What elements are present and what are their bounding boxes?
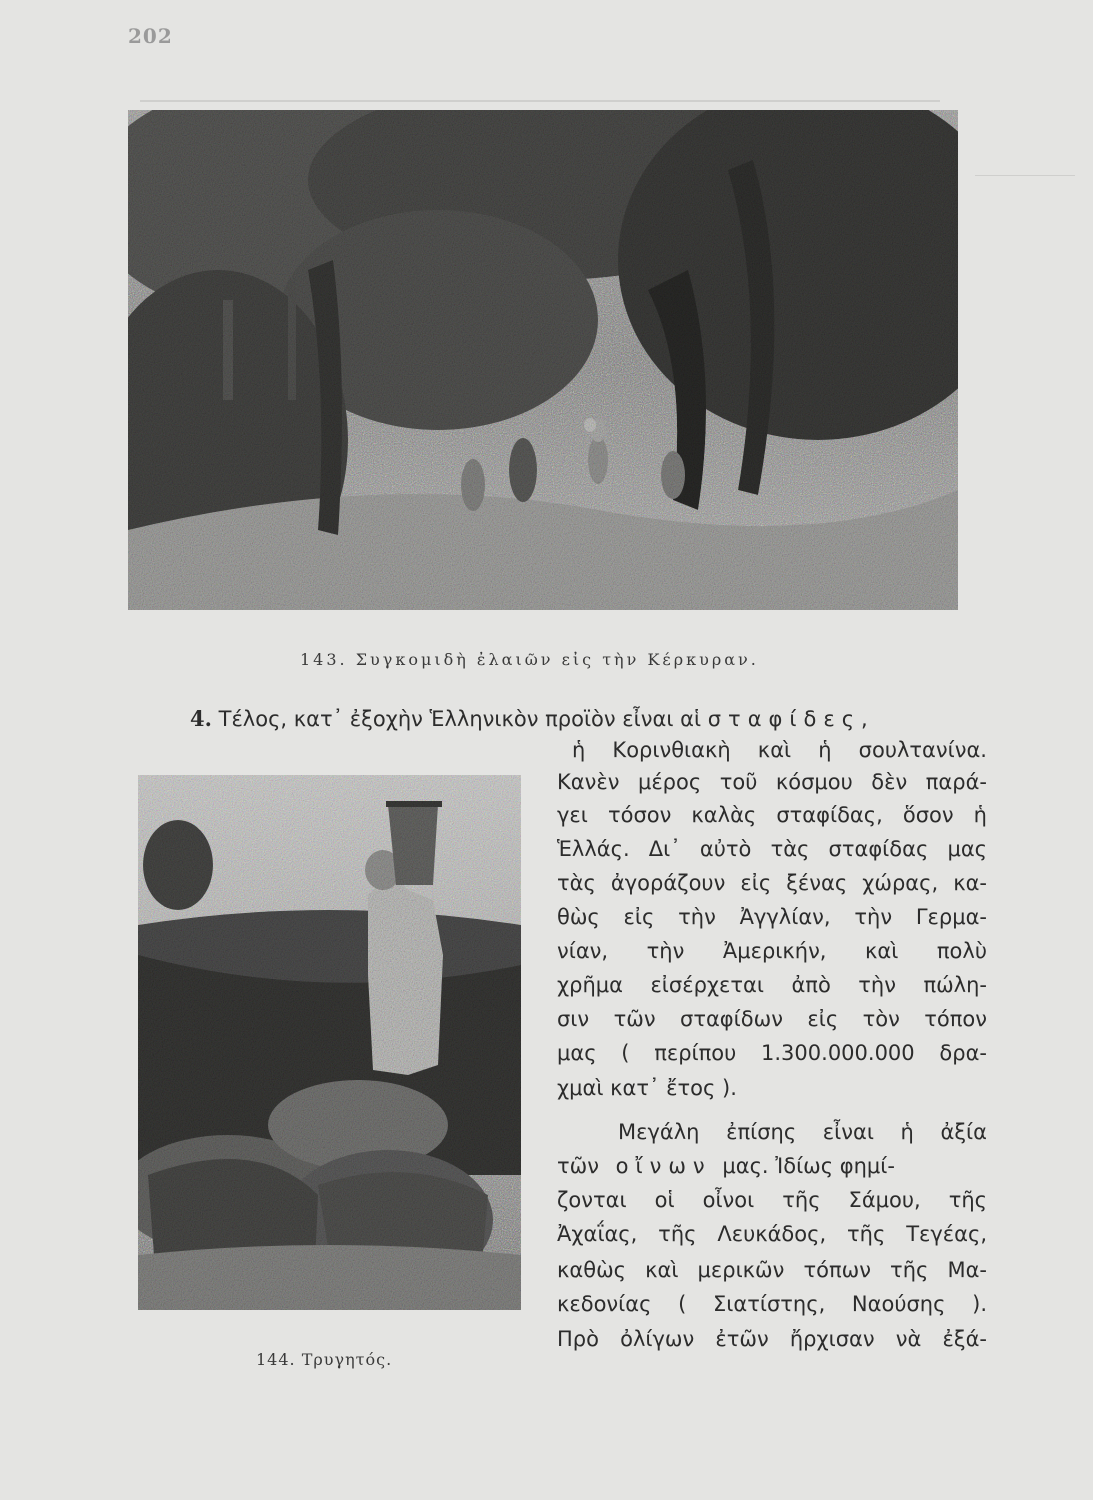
text-line-content: Τέλος, κατ᾽ ἐξοχὴν Ἑλληνικὸν προϊὸν εἶναι αἱ (218, 707, 702, 731)
caption-text: Συγκομιδὴ ἐλαιῶν εἰς τὴν Κέρκυραν. (355, 650, 759, 669)
text-line: Ἀχαΐας, τῆς Λευκάδος, τῆς Τεγέας, (557, 1222, 987, 1246)
spaced-keyword: οἴνων (615, 1154, 712, 1178)
text-line: μας ( περίπου 1.300.000.000 δρα- (557, 1041, 987, 1065)
text-line: ζονται οἱ οἶνοι τῆς Σάμου, τῆς (557, 1188, 987, 1212)
figure-144-photo (138, 775, 521, 1310)
caption-number: 143. (300, 650, 348, 669)
text-line: ἡ Κορινθιακὴ καὶ ἡ σουλτανίνα. (572, 738, 987, 762)
text-line: Πρὸ ὀλίγων ἐτῶν ἤρχισαν νὰ ἐξά- (557, 1327, 987, 1351)
text-line (557, 1156, 987, 1177)
section-number: 4. (190, 706, 212, 731)
figure-143-caption (300, 650, 759, 669)
figure-143-photo (128, 110, 958, 610)
text-line: κεδονίας ( Σιατίστης, Ναούσης ). (557, 1292, 987, 1316)
page-number: 202 (128, 24, 173, 48)
text-line-content: μας. Ἰδίως φημί- (722, 1154, 895, 1178)
text-line: καθὼς καὶ μερικῶν τόπων τῆς Μα- (557, 1258, 987, 1282)
caption-text: Τρυγητός. (301, 1350, 393, 1369)
text-line: Ἑλλάς. Δι᾽ αὐτὸ τὰς σταφίδας μας (557, 837, 987, 861)
text-line-1 (190, 708, 875, 730)
text-line: τὰς ἀγοράζουν εἰς ξένας χώρας, κα- (557, 871, 987, 895)
text-line: νίαν, τὴν Ἀμερικήν, καὶ πολὺ (557, 939, 987, 963)
text-line: θὼς εἰς τὴν Ἀγγλίαν, τὴν Γερμα- (557, 905, 987, 929)
text-line: γει τόσον καλὰς σταφίδας, ὅσον ἡ (557, 803, 987, 827)
spaced-keyword: σταφίδες, (707, 707, 875, 731)
text-line: Μεγάλη ἐπίσης εἶναι ἡ ἀξία (618, 1120, 987, 1144)
figure-144-caption (256, 1350, 392, 1369)
text-line: χμαὶ κατ᾽ ἔτος ). (557, 1076, 737, 1100)
text-line: χρῆμα εἰσέρχεται ἀπὸ τὴν πώλη- (557, 973, 987, 997)
bleed-through-line (975, 175, 1075, 176)
text-line-content: τῶν (557, 1154, 599, 1178)
text-line: σιν τῶν σταφίδων εἰς τὸν τόπον (557, 1007, 987, 1031)
text-line: Κανὲν μέρος τοῦ κόσμου δὲν παρά- (557, 770, 987, 794)
bleed-through-line (140, 100, 940, 102)
caption-number: 144. (256, 1350, 296, 1369)
